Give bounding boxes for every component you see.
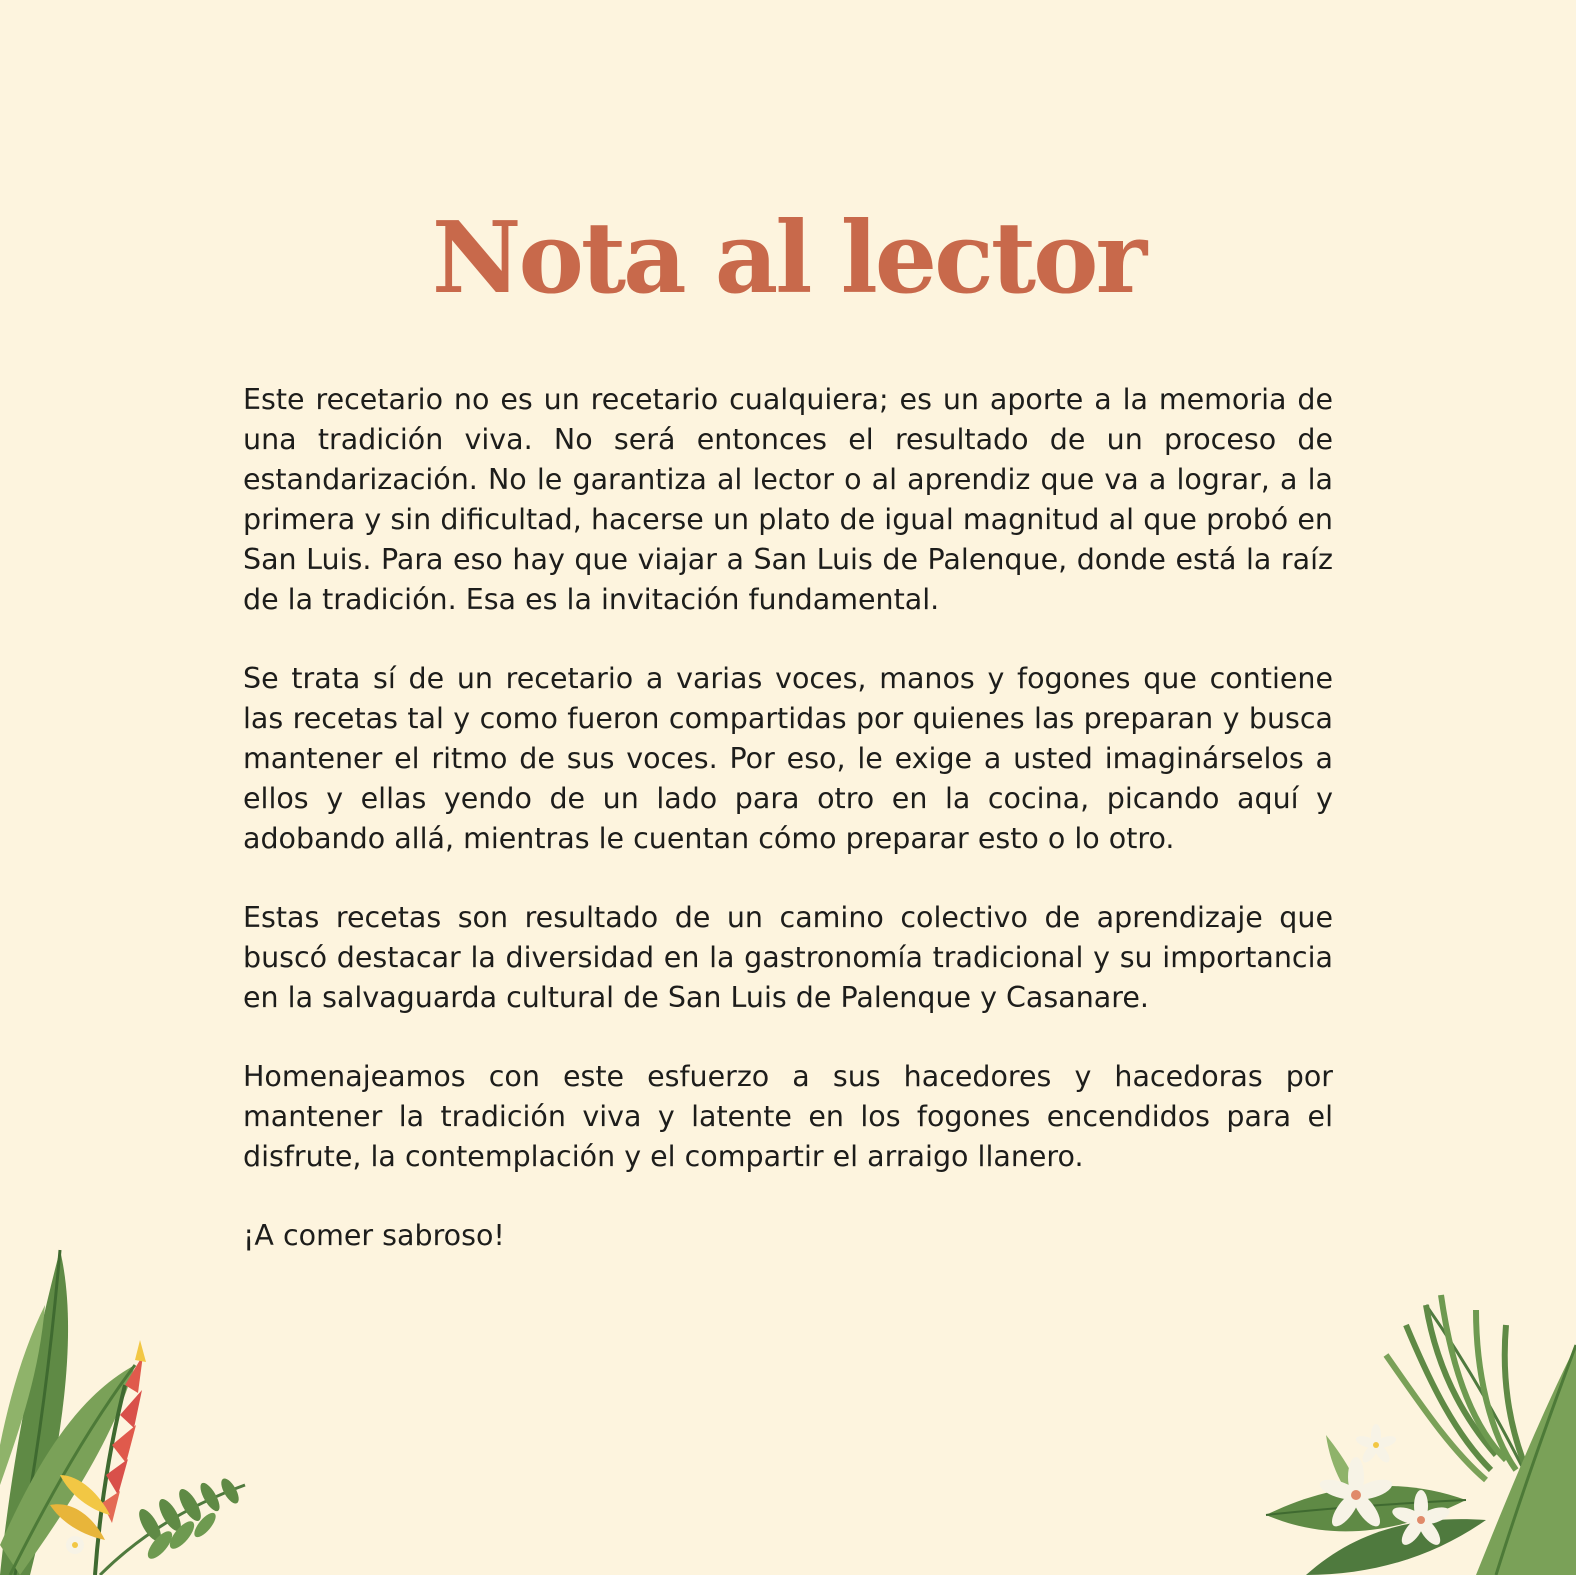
paragraph-2: Se trata sí de un recetario a varias voces, manos y fogones que contiene las recetas tal y como fueron compartidas por quienes las preparan y busca mantener el ritmo de sus voces. Por eso, le exige a usted imaginárselos a ellos y ellas yendo de un lado para otro en la cocina, picando aquí y adobando allá, mientras le cuentan cómo preparar esto o lo otro. bbox=[243, 662, 1333, 855]
fern-leaf-icon bbox=[100, 1476, 245, 1575]
closing-line: ¡A comer sabroso! bbox=[243, 1219, 505, 1252]
paragraph-1: Este recetario no es un recetario cualquiera; es un aporte a la memoria de una tradición viva. No será entonces el resultado de un proceso de estandarización. No le garantiza al lector o al aprendiz que va a lograr, a la primera y sin dificultad, hacerse un plato de igual magnitud al que probó en San Luis. Para eso hay que viajar a San Luis de Palenque, donde está la raíz de la tradición. Esa es la invitación fundamental. bbox=[243, 383, 1333, 616]
page-title: Nota al lector bbox=[431, 201, 1145, 316]
banana-leaf-icon bbox=[0, 1250, 135, 1575]
leaves-right-illustration bbox=[1246, 1285, 1576, 1575]
banana-leaf-icon bbox=[1266, 1345, 1576, 1575]
leaves-left-illustration bbox=[0, 1245, 260, 1575]
paragraph-3: Estas recetas son resultado de un camino colectivo de aprendizaje que buscó destacar la diversidad en la gastronomía tradicional y su importancia en la salvaguarda cultural de San Luis de Palenque y Casanare. bbox=[243, 901, 1333, 1014]
body-text bbox=[243, 380, 1333, 1295]
paragraph-4: Homenajeamos con este esfuerzo a sus hacedores y hacedoras por mantener la tradición viva y latente en los fogones encendidos para el disfrute, la contemplación y el compartir el arraigo llanero. bbox=[243, 1060, 1333, 1173]
